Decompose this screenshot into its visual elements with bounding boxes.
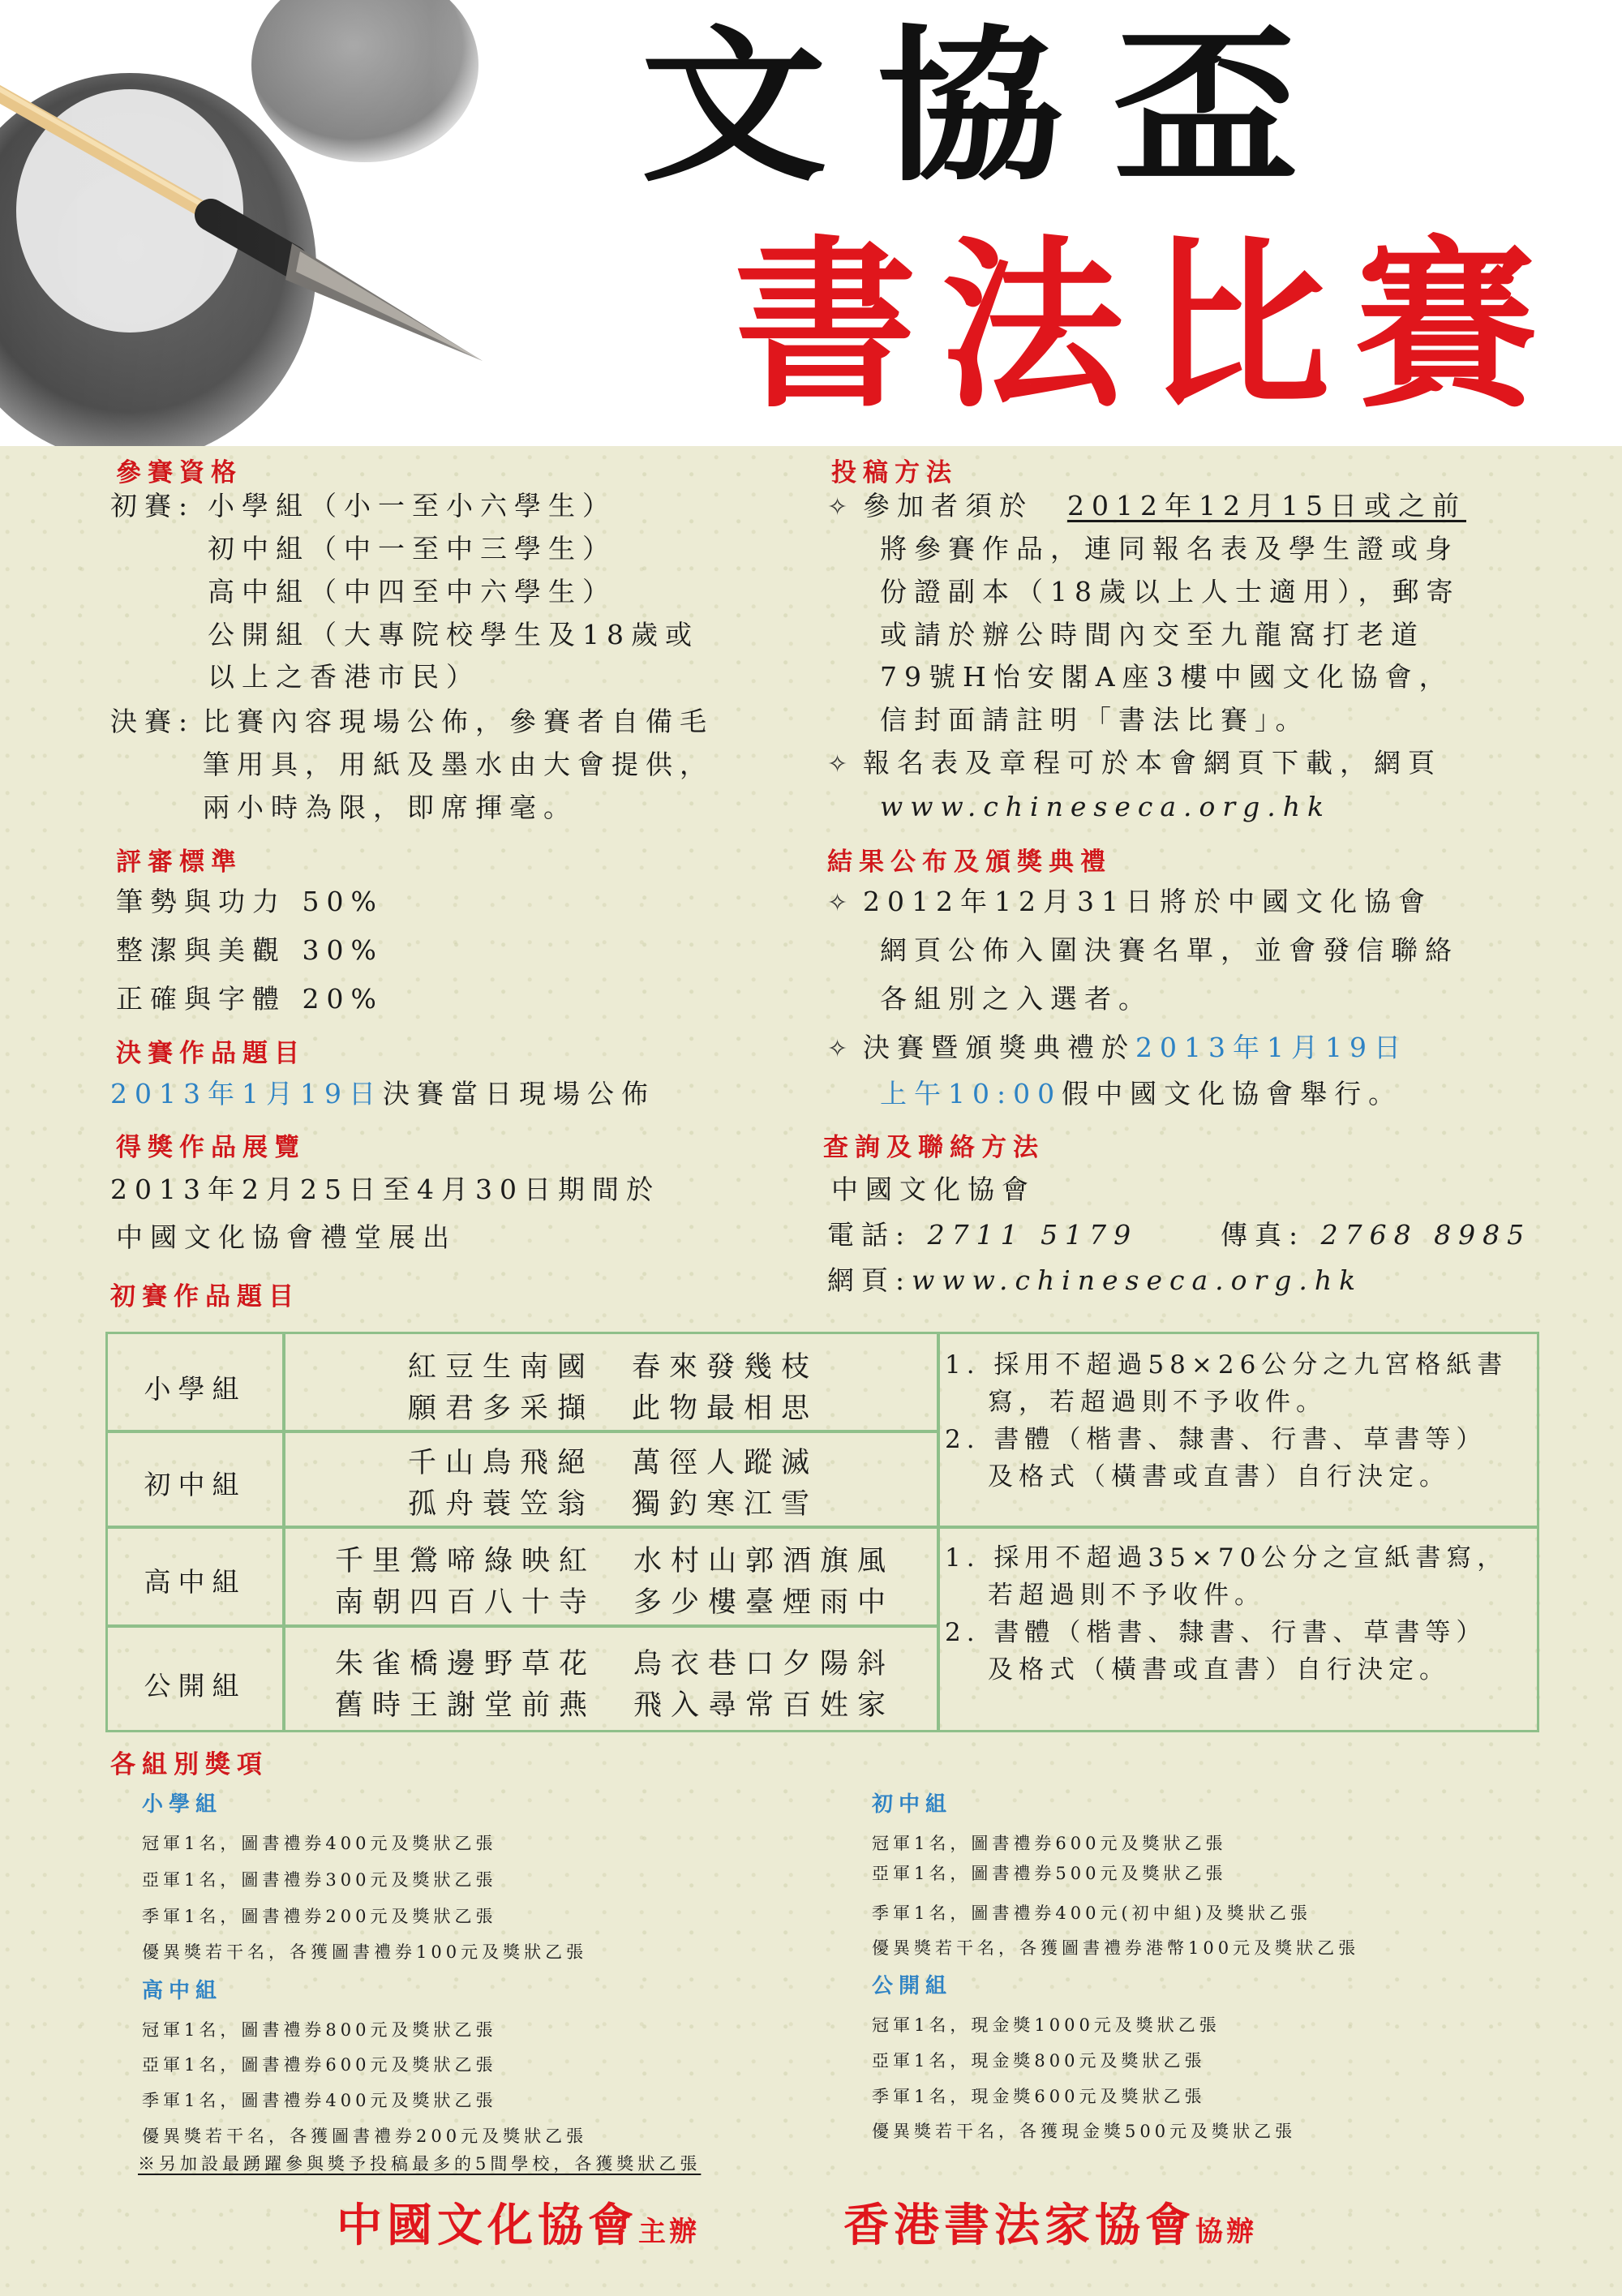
table-divider bbox=[108, 1624, 937, 1628]
exhibition-heading: 得獎作品展覽 bbox=[116, 1133, 306, 1162]
prize-line: 冠軍1名，圖書禮券400元及獎狀乙張 bbox=[142, 1834, 497, 1853]
prize-line: 季軍1名，圖書禮券200元及獎狀乙張 bbox=[142, 1907, 497, 1926]
fax-number: 2768 8985 bbox=[1320, 1219, 1532, 1251]
poem-line: 紅豆生南國 春來發幾枝 bbox=[408, 1351, 819, 1384]
prize-line: 冠軍1名，圖書禮券600元及獎狀乙張 bbox=[872, 1834, 1227, 1853]
final-line: 兩小時為限，即席揮毫。 bbox=[203, 792, 577, 823]
prize-line: 亞軍1名，圖書禮券300元及獎狀乙張 bbox=[142, 1870, 497, 1890]
rule-note: 寫，若超過則不予收件。 bbox=[988, 1388, 1327, 1417]
prize-line: 亞軍1名，圖書禮券600元及獎狀乙張 bbox=[142, 2055, 497, 2075]
phone-number: 2711 5179 bbox=[927, 1219, 1139, 1251]
prelim-line: 以上之香港市民） bbox=[208, 661, 480, 693]
bullet-icon: ✧ bbox=[827, 889, 848, 917]
prize-line: 冠軍1名，圖書禮券800元及獎狀乙張 bbox=[142, 2020, 497, 2040]
submission-point bbox=[827, 492, 1466, 520]
prize-group-title: 高中組 bbox=[142, 1979, 223, 2003]
bullet-icon: ✧ bbox=[827, 493, 848, 521]
prize-line: 亞軍1名，現金獎800元及獎狀乙張 bbox=[872, 2051, 1206, 2071]
submission-line: 79號H怡安閣A座3樓中國文化協會， bbox=[880, 661, 1453, 693]
criteria-heading: 評審標準 bbox=[116, 848, 242, 877]
final-line: 筆用具，用紙及墨水由大會提供， bbox=[203, 749, 714, 780]
results-point bbox=[827, 888, 1432, 916]
criteria-item: 整潔與美觀 30% bbox=[116, 934, 384, 966]
ceremony-line bbox=[880, 1080, 1402, 1107]
rule-note: 若超過則不予收件。 bbox=[988, 1581, 1265, 1610]
submission-line: 將參賽作品，連同報名表及學生證或身 bbox=[880, 533, 1459, 564]
table-group-name: 初中組 bbox=[144, 1469, 247, 1500]
table-group-name: 公開組 bbox=[144, 1670, 247, 1702]
rule-note: 2. 書體（楷書、隸書、行書、草書等） bbox=[945, 1425, 1487, 1454]
prize-remark: ※另加設最踴躍參與獎予投稿最多的5間學校，各獲獎狀乙張 bbox=[138, 2154, 702, 2174]
website-link[interactable]: www.chineseca.org.hk bbox=[880, 791, 1332, 822]
ceremony-venue: 假中國文化協會舉行。 bbox=[1062, 1078, 1403, 1109]
submission-line: 份證副本（18歲以上人士適用），郵寄 bbox=[880, 576, 1461, 607]
submission-line: 或請於辦公時間內交至九龍窩打老道 bbox=[880, 619, 1425, 650]
eligibility-heading: 參賽資格 bbox=[116, 458, 242, 487]
table-divider bbox=[108, 1430, 937, 1433]
poem-line: 舊時王謝堂前燕 飛入尋常百姓家 bbox=[335, 1689, 895, 1722]
title-main: 書法比賽 bbox=[734, 219, 1561, 433]
exhibition-line: 中國文化協會禮堂展出 bbox=[116, 1221, 457, 1253]
poster-header bbox=[0, 0, 1622, 446]
coorganizer-role: 協辦 bbox=[1195, 2216, 1257, 2248]
download-text: 報名表及章程可於本會網頁下載，網頁 bbox=[863, 747, 1442, 779]
contact-website-link[interactable]: www.chineseca.org.hk bbox=[912, 1264, 1363, 1296]
rule-note: 及格式（橫書或直書）自行決定。 bbox=[988, 1655, 1450, 1684]
contact-org: 中國文化協會 bbox=[831, 1174, 1036, 1205]
poem-line: 孤舟蓑笠翁 獨釣寒江雪 bbox=[408, 1488, 819, 1521]
submission-deadline: 2012年12月15日或之前 bbox=[1067, 490, 1466, 521]
prize-line: 冠軍1名，現金獎1000元及獎狀乙張 bbox=[872, 2015, 1221, 2035]
poem-line: 南朝四百八十寺 多少樓臺煙雨中 bbox=[335, 1586, 895, 1619]
bullet-icon: ✧ bbox=[827, 750, 848, 779]
organizer-name: 中國文化協會 bbox=[337, 2199, 638, 2252]
rule-note: 2. 書體（楷書、隸書、行書、草書等） bbox=[945, 1618, 1487, 1647]
prize-line: 優異獎若干名，各獲圖書禮券100元及獎狀乙張 bbox=[142, 1942, 588, 1962]
submission-line: 信封面請註明「書法比賽」。 bbox=[880, 704, 1310, 736]
rule-note: 1. 採用不超過58×26公分之九宮格紙書 bbox=[945, 1350, 1508, 1380]
prelim-topics-table bbox=[105, 1332, 1539, 1732]
title-top: 文協盃 bbox=[641, 10, 1350, 204]
fax-label: 傳真: bbox=[1221, 1219, 1306, 1251]
final-label: 決賽: bbox=[110, 706, 195, 737]
contact-phone-row bbox=[827, 1219, 1139, 1251]
bullet-icon: ✧ bbox=[827, 1035, 848, 1063]
final-topic-text: 決賽當日現場公佈 bbox=[382, 1078, 655, 1109]
ceremony-time: 上午10:00 bbox=[880, 1078, 1062, 1109]
prelim-line: 高中組（中四至中六學生） bbox=[208, 576, 616, 607]
results-line: 2012年12月31日將於中國文化協會 bbox=[863, 886, 1432, 917]
poem-line: 願君多采擷 此物最相思 bbox=[408, 1393, 819, 1425]
prize-group-title: 初中組 bbox=[872, 1792, 953, 1817]
prelim-label: 初賽: bbox=[110, 490, 195, 521]
results-point bbox=[827, 1034, 1408, 1062]
prelim-topic-heading: 初賽作品題目 bbox=[110, 1282, 300, 1311]
rule-note: 及格式（橫書或直書）自行決定。 bbox=[988, 1462, 1450, 1491]
ceremony-lead: 決賽暨頒獎典禮於 bbox=[863, 1032, 1135, 1063]
table-divider bbox=[937, 1334, 940, 1730]
final-topic-date: 2013年1月19日 bbox=[110, 1078, 383, 1109]
prize-line: 季軍1名，現金獎600元及獎狀乙張 bbox=[872, 2087, 1206, 2106]
prize-line: 優異獎若干名，各獲圖書禮券200元及獎狀乙張 bbox=[142, 2126, 588, 2146]
prelim-line: 公開組（大專院校學生及18歲或 bbox=[208, 619, 699, 650]
prizes-heading: 各組別獎項 bbox=[110, 1750, 268, 1779]
contact-heading: 查詢及聯絡方法 bbox=[823, 1133, 1045, 1162]
prelim-line: 小學組（小一至小六學生） bbox=[208, 490, 616, 521]
results-line: 網頁公佈入圍決賽名單，並會發信聯絡 bbox=[880, 934, 1459, 966]
prize-group-title: 公開組 bbox=[872, 1974, 953, 1998]
prize-line: 季軍1名，圖書禮券400元及獎狀乙張 bbox=[142, 2091, 497, 2110]
coorganizer-name: 香港書法家協會 bbox=[843, 2199, 1195, 2252]
poem-line: 千山鳥飛絕 萬徑人蹤滅 bbox=[408, 1447, 819, 1479]
prize-line: 季軍1名，圖書禮券400元(初中組)及獎狀乙張 bbox=[872, 1903, 1311, 1923]
organizer-role: 主辦 bbox=[638, 2216, 700, 2248]
table-divider bbox=[282, 1334, 285, 1730]
exhibition-line: 2013年2月25日至4月30日期間於 bbox=[110, 1174, 660, 1205]
organizer bbox=[337, 2190, 700, 2255]
prize-group-title: 小學組 bbox=[142, 1792, 223, 1817]
submission-heading: 投稿方法 bbox=[831, 458, 958, 487]
prize-line: 優異獎若干名，各獲現金獎500元及獎狀乙張 bbox=[872, 2122, 1297, 2141]
rule-note: 1. 採用不超過35×70公分之宣紙書寫， bbox=[945, 1543, 1508, 1573]
prize-line: 亞軍1名，圖書禮券500元及獎狀乙張 bbox=[872, 1864, 1227, 1883]
submission-lead: 參加者須於 bbox=[863, 490, 1033, 521]
contact-fax-row bbox=[1221, 1219, 1532, 1251]
table-divider bbox=[108, 1526, 1539, 1529]
prelim-line: 初中組（中一至中三學生） bbox=[208, 533, 616, 564]
final-line: 比賽內容現場公佈，參賽者自備毛 bbox=[203, 706, 714, 737]
table-group-name: 高中組 bbox=[144, 1566, 247, 1598]
contact-web-row bbox=[827, 1264, 1363, 1296]
poem-line: 千里鶯啼綠映紅 水村山郭酒旗風 bbox=[335, 1545, 895, 1577]
prize-line: 優異獎若干名，各獲圖書禮券港幣100元及獎狀乙張 bbox=[872, 1938, 1360, 1958]
final-topic-heading: 決賽作品題目 bbox=[116, 1039, 306, 1068]
results-line: 各組別之入選者。 bbox=[880, 983, 1152, 1015]
web-label: 網頁: bbox=[827, 1264, 912, 1296]
poem-line: 朱雀橋邊野草花 烏衣巷口夕陽斜 bbox=[335, 1648, 895, 1680]
ink-brush-illustration bbox=[0, 0, 616, 446]
coorganizer bbox=[843, 2190, 1257, 2255]
submission-point bbox=[827, 749, 1442, 777]
criteria-item: 正確與字體 20% bbox=[116, 983, 384, 1015]
table-group-name: 小學組 bbox=[144, 1373, 247, 1405]
results-heading: 結果公布及頒獎典禮 bbox=[827, 848, 1112, 877]
phone-label: 電話: bbox=[827, 1219, 912, 1251]
criteria-item: 筆勢與功力 50% bbox=[116, 886, 384, 917]
ceremony-date: 2013年1月19日 bbox=[1135, 1032, 1408, 1063]
final-topic-line bbox=[110, 1080, 655, 1107]
